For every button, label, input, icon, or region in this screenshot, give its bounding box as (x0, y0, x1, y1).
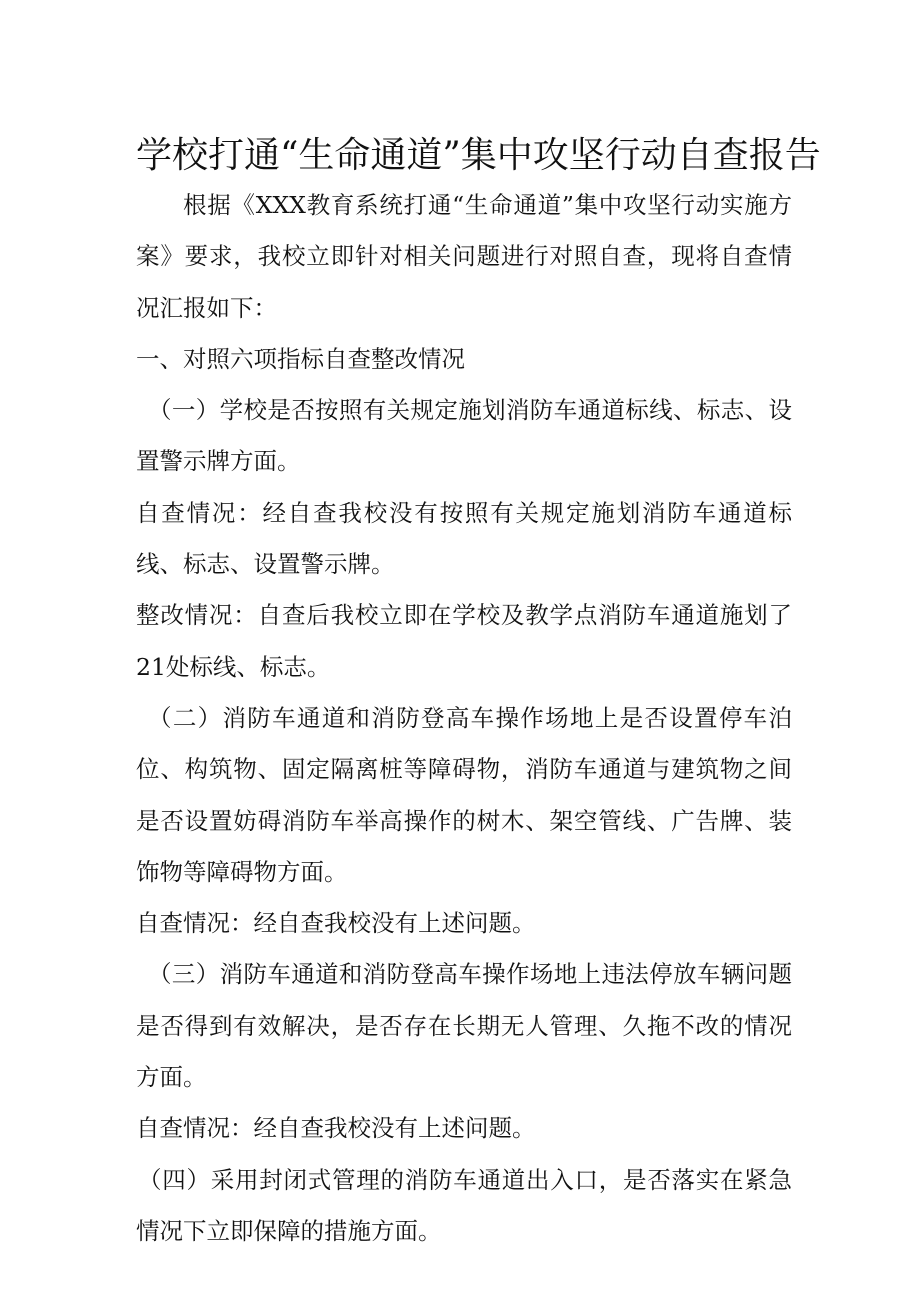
item-2-self-check: 自查情况：经自查我校没有上述问题。 (136, 909, 536, 938)
document-title: 学校打通“生命通道”集中攻坚行动自查报告 (136, 135, 821, 176)
item-1-self-check: 自查情况：经自查我校没有按照有关规定施划消防车通道标线、标志、设置警示牌。 (136, 498, 792, 579)
item-4-heading: （四）采用封闭式管理的消防车通道出入口，是否落实在紧急情况下立即保障的措施方面。 (136, 1165, 792, 1245)
document-body (136, 180, 792, 1257)
item-3-self-check: 自查情况：经自查我校没有上述问题。 (136, 1114, 536, 1143)
section-heading-1: 一、对照六项指标自查整改情况 (136, 344, 465, 373)
item-3-heading: （三）消防车通道和消防登高车操作场地上违法停放车辆问题是否得到有效解决，是否存在长期无人管理、久拖不改的情况方面。 (136, 960, 792, 1092)
item-1-heading: （一）学校是否按照有关规定施划消防车通道标线、标志、设置警示牌方面。 (136, 396, 792, 476)
item-1-rectification: 整改情况：自查后我校立即在学校及教学点消防车通道施划了21处标线、标志。 (136, 601, 792, 681)
intro-paragraph: 根据《XXX教育系统打通“生命通道”集中攻坚行动实施方案》要求，我校立即针对相关问题进行对照自查，现将自查情况汇报如下： (136, 191, 792, 322)
item-2-heading: （二）消防车通道和消防登高车操作场地上是否设置停车泊位、构筑物、固定隔离桩等障碍物，消防车通道与建筑物之间是否设置妨碍消防车举高操作的树木、架空管线、广告牌、装饰物等障碍物方面。 (136, 703, 792, 886)
